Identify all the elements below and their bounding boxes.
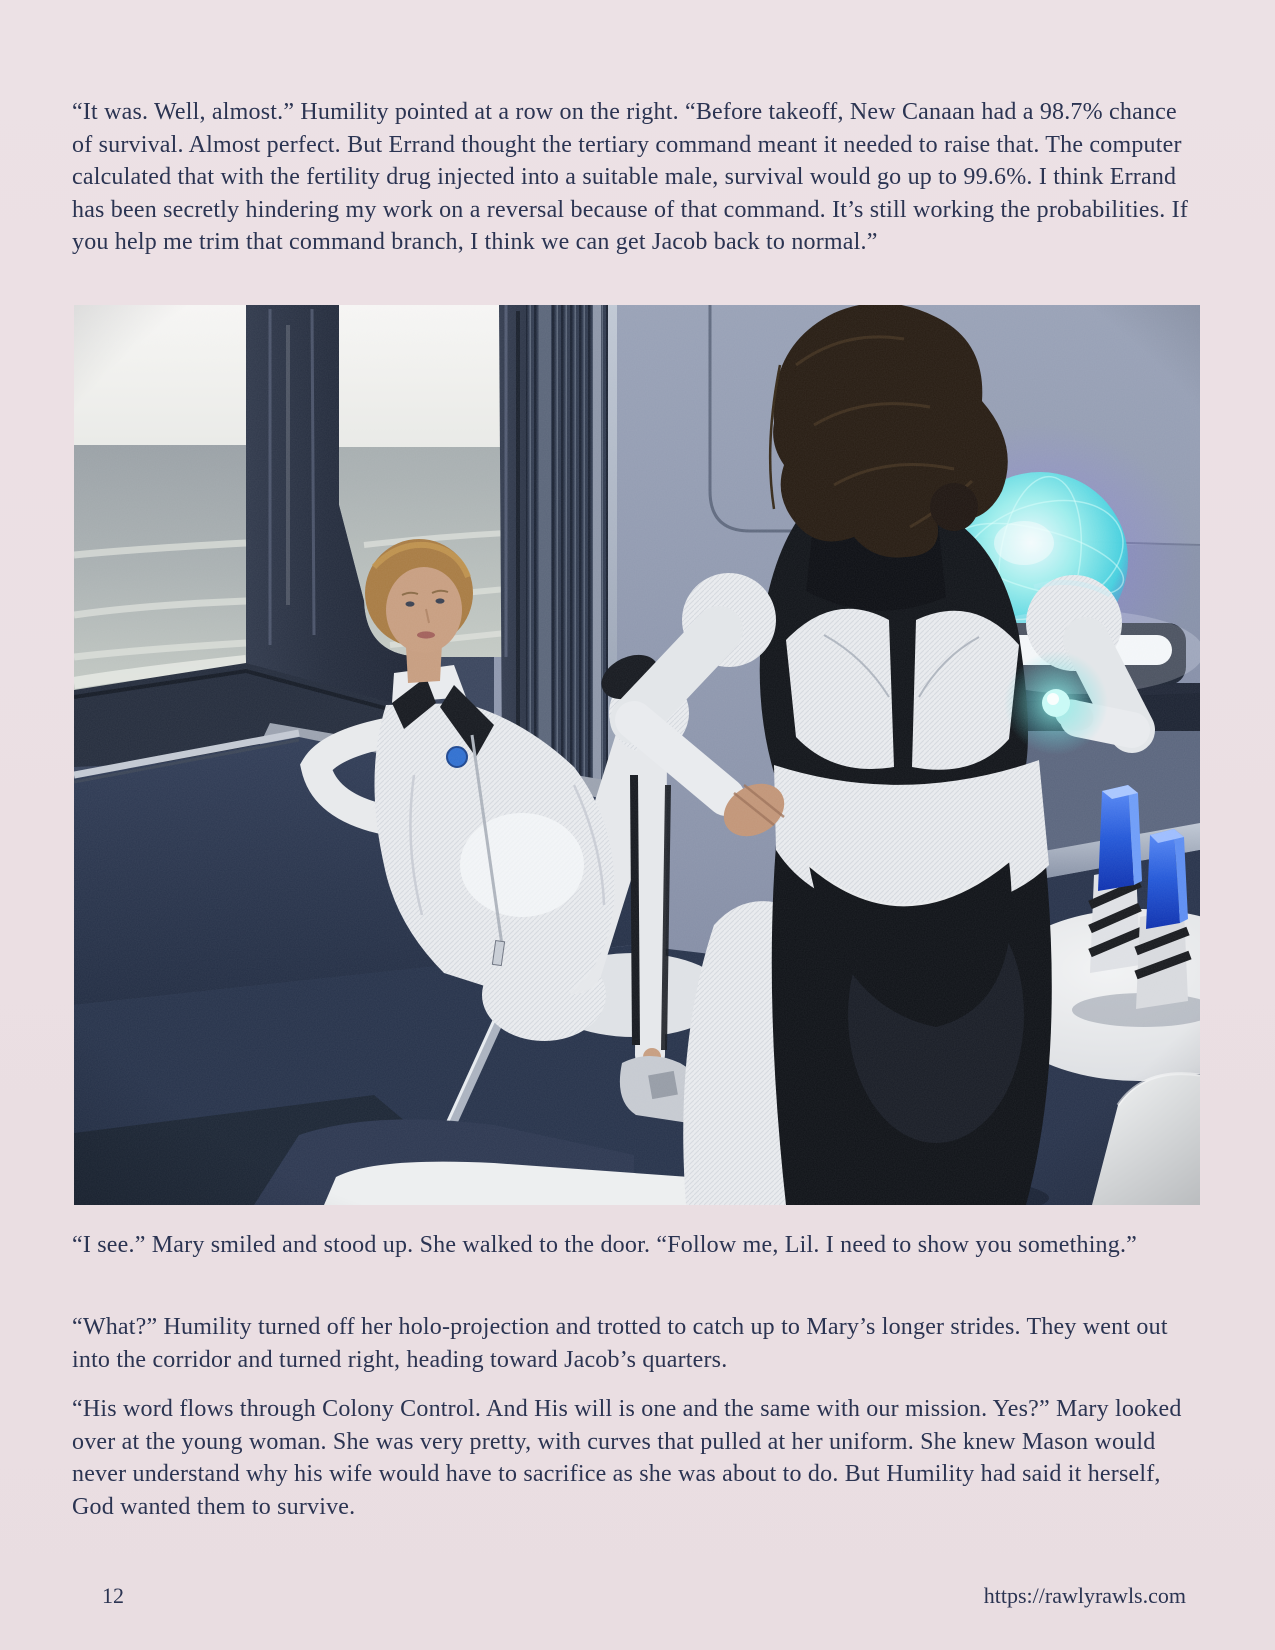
site-url-link[interactable]: https://rawlyrawls.com	[983, 1583, 1186, 1608]
story-paragraph: “What?” Humility turned off her holo-projection and trotted to catch up to Mary’s longer strides. They went out into the corridor and turned right, heading toward Jacob’s quarters.	[72, 1314, 1168, 1373]
story-illustration-graphic	[74, 305, 1200, 1205]
page-footer	[72, 1583, 1200, 1617]
story-illustration	[74, 305, 1200, 1205]
page-number: 12	[102, 1583, 124, 1608]
story-paragraph: “I see.” Mary smiled and stood up. She walked to the door. “Follow me, Lil. I need to show you something.”	[72, 1232, 1138, 1258]
story-paragraph: “His word flows through Colony Control. And His will is one and the same with our mission. Yes?” Mary looked over at the young woman. She was very pretty, with curves that pulled at her uniform. She knew Mason would never understand why his wife would have to sacrifice as she was about to do. But Humility had said it herself, God wanted them to survive.	[72, 1396, 1182, 1520]
intro-paragraph: “It was. Well, almost.” Humility pointed at a row on the right. “Before takeoff, New Canaan had a 98.7% chance of survival. Almost perfect. But Errand thought the tertiary command meant it needed to raise that. The computer calculated that with the fertility drug injected into a suitable male, survival would go up to 99.6%. I think Errand has been secretly hindering my work on a reversal because of that command. It’s still working the probabilities. If you help me trim that command branch, I think we can get Jacob back to normal.”	[72, 99, 1189, 255]
